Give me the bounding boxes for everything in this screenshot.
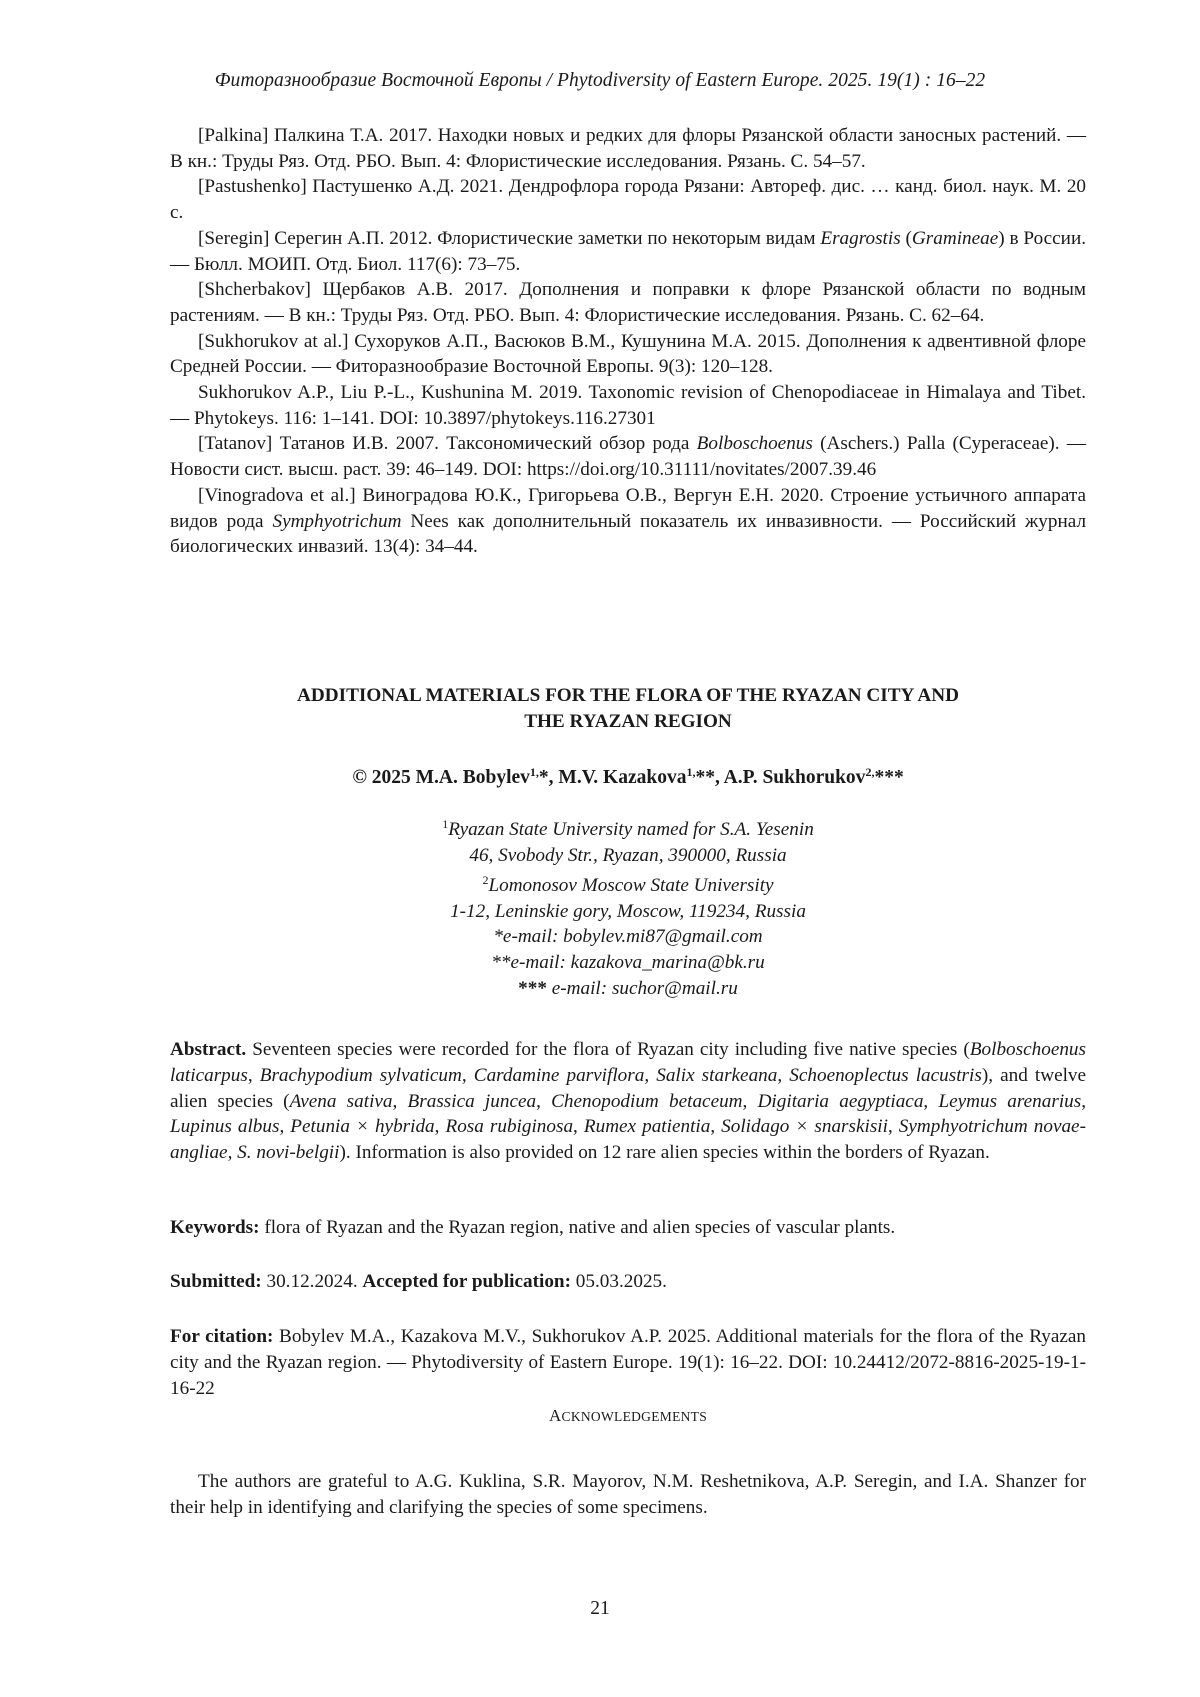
acknowledgements-text: The authors are grateful to A.G. Kuklina, S.R. Mayorov, N.M. Reshetnikova, A.P. Seregin, and I.A. Shanzer for their help in identifying and clarifying the species of some specimens. — [170, 1469, 1086, 1520]
reference-sukhorukov-2015: [Sukhorukov at al.] Сухоруков А.П., Васюков В.М., Кушунина М.А. 2015. Дополнения к адвентивной флоре Средней России. — Фиторазнообразие Восточной Европы. 9(3): 120–128. — [170, 329, 1086, 380]
page-number: 21 — [0, 1598, 1200, 1620]
reference-shcherbakov: [Shcherbakov] Щербаков А.В. 2017. Дополнения и поправки к флоре Рязанской области по водным растениям. — В кн.: Труды Ряз. Отд. РБО. Вып. 4: Флористические исследования. Рязань. С. 62–64. — [170, 277, 1086, 328]
article-title: ADDITIONAL MATERIALS FOR THE FLORA OF THE RYAZAN CITY AND THE RYAZAN REGION — [170, 683, 1086, 735]
keywords: Keywords: flora of Ryazan and the Ryazan region, native and alien species of vascular plants. — [170, 1215, 1086, 1241]
email-kazakova[interactable]: **e-mail: kazakova_marina@bk.ru — [170, 950, 1086, 976]
reference-pastushenko: [Pastushenko] Пастушенко А.Д. 2021. Дендрофлора города Рязани: Автореф. дис. … канд. биол. наук. М. 20 с. — [170, 174, 1086, 225]
reference-sukhorukov-2019: Sukhorukov A.P., Liu P.-L., Kushunina M. 2019. Taxonomic revision of Chenopodiaceae in Himalaya and Tibet. — Phytokeys. 116: 1–141. DOI: 10.3897/phytokeys.116.27301 — [170, 380, 1086, 431]
acknowledgements-heading: ACKNOWLEDGEMENTS — [170, 1406, 1086, 1426]
reference-seregin: [Seregin] Серегин А.П. 2012. Флористические заметки по некоторым видам Eragrostis (Gramineae) в России. — Бюлл. МОИП. Отд. Биол. 117(6): 73–75. — [170, 226, 1086, 277]
email-sukhorukov[interactable]: *** e-mail: suchor@mail.ru — [170, 976, 1086, 1002]
reference-palkina: [Palkina] Палкина Т.А. 2017. Находки новых и редких для флоры Рязанской области заносных растений. — В кн.: Труды Ряз. Отд. РБО. Вып. 4: Флористические исследования. Рязань. С. 54–57. — [170, 123, 1086, 174]
reference-vinogradova: [Vinogradova et al.] Виноградова Ю.К., Григорьева О.В., Вергун Е.Н. 2020. Строение устьичного аппарата видов рода Symphyotrichum Nees как дополнительный показатель их инвазивности. — Российский журнал биологических инвазий. 13(4): 34–44. — [170, 483, 1086, 560]
article-authors: © 2025 M.A. Bobylev1,*, M.V. Kazakova1,**, A.P. Sukhorukov2,*** — [170, 765, 1086, 789]
email-bobylev[interactable]: *e-mail: bobylev.mi87@gmail.com — [170, 924, 1086, 950]
reference-list — [170, 123, 1086, 560]
citation: For citation: Bobylev M.A., Kazakova M.V., Sukhorukov A.P. 2025. Additional materials for the flora of the Ryazan city and the Ryazan region. — Phytodiversity of Eastern Europe. 19(1): 16–22. DOI: 10.24412/2072-8816-2025-19-1-16-22 — [170, 1324, 1086, 1401]
running-head: Фиторазнообразие Восточной Европы / Phytodiversity of Eastern Europe. 2025. 19(1) : 16–22 — [0, 70, 1200, 92]
abstract: Abstract. Seventeen species were recorded for the flora of Ryazan city including five native species (Bolboschoenus laticarpus, Brachypodium sylvaticum, Cardamine parviflora, Salix starkeana, Schoenoplectus lacustris), and twelve alien species (Avena sativa, Brassica juncea, Chenopodium betaceum, Digitaria aegyptiaca, Leymus arenarius, Lupinus albus, Petunia × hybrida, Rosa rubiginosa, Rumex patientia, Solidago × snarskisii, Symphyotrichum novae-angliae, S. novi-belgii). Information is also provided on 12 rare alien species within the borders of Ryazan. — [170, 1037, 1086, 1166]
reference-tatanov: [Tatanov] Татанов И.В. 2007. Таксономический обзор рода Bolboschoenus (Aschers.) Palla (Cyperaceae). — Новости сист. высш. раст. 39: 46–149. DOI: https://doi.org/10.31111/novitates/2007.39.46 — [170, 431, 1086, 482]
affiliations: 1Ryazan State University named for S.A. Yesenin 46, Svobody Str., Ryazan, 390000, Russia 2Lomonosov Moscow State University 1-12, Leninskie gory, Moscow, 119234, Russia *e-mail: bobylev.mi87@gmail.com **e-mail: kazakova_marina@bk.ru *** e-mail: suchor@mail.ru — [170, 812, 1086, 1001]
submission-dates: Submitted: 30.12.2024. Accepted for publication: 05.03.2025. — [170, 1269, 1086, 1295]
